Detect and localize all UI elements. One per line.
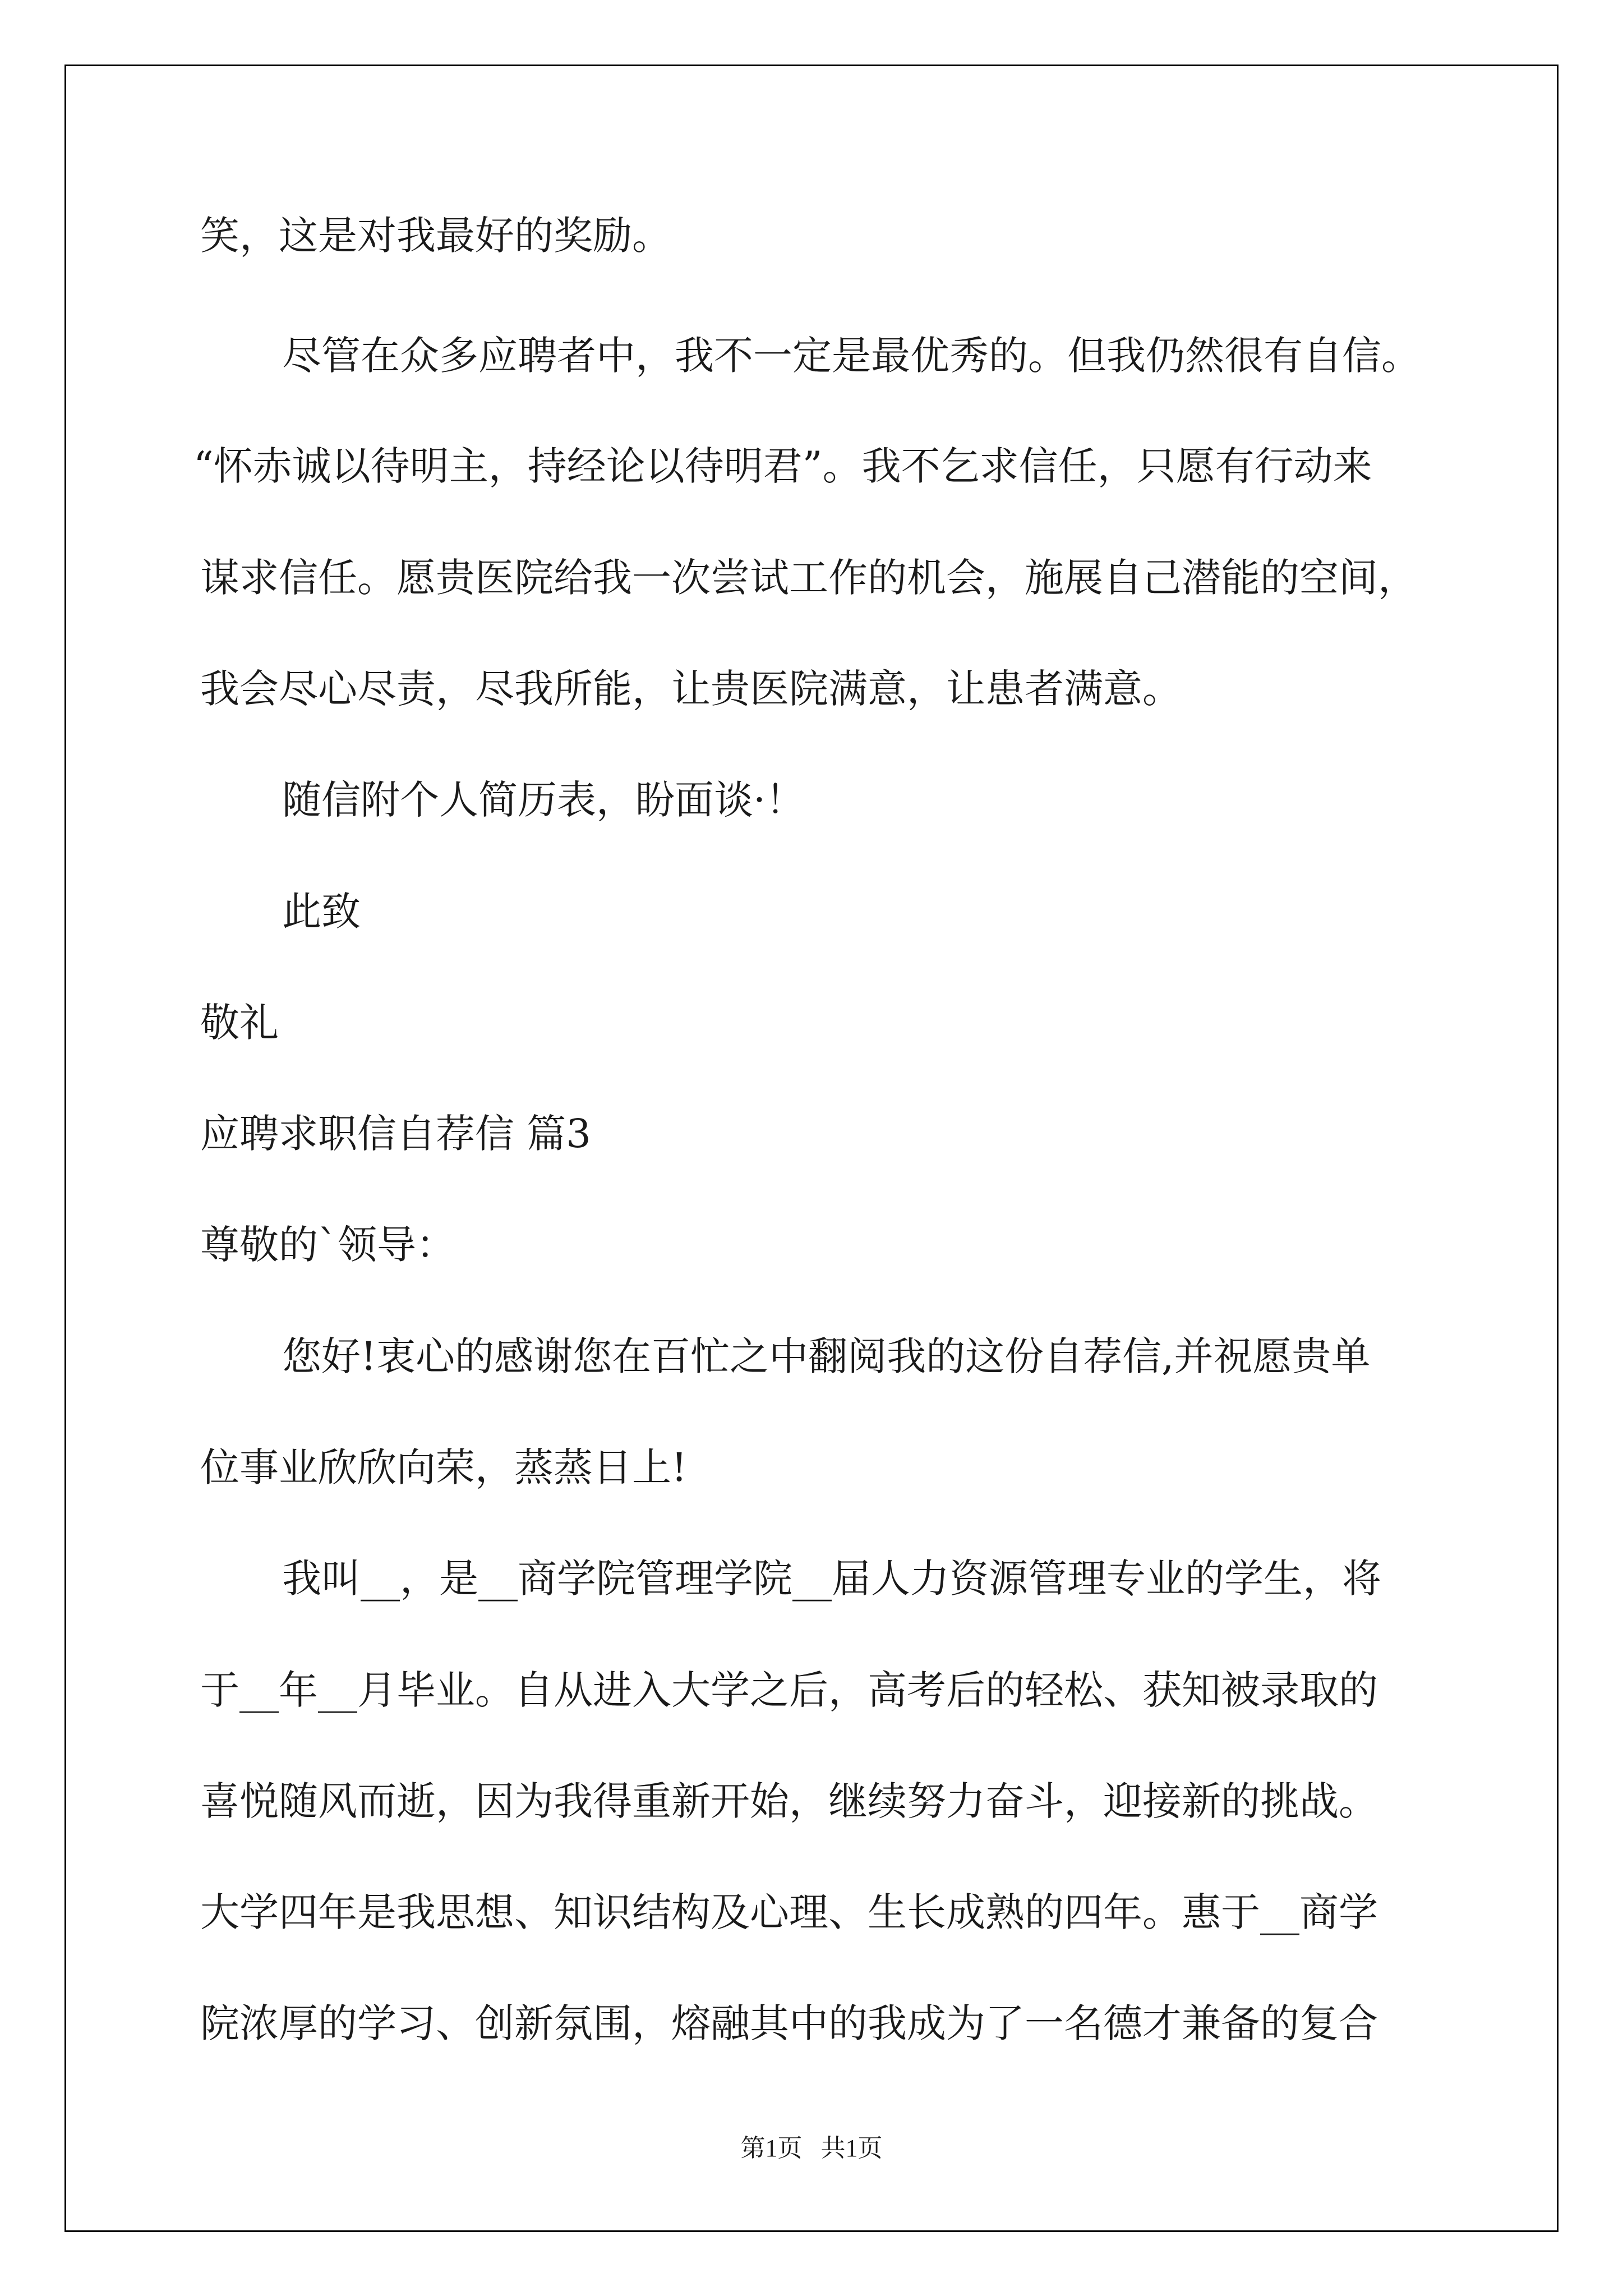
text-line-8: 敬礼 [200, 1000, 279, 1046]
page-number-footer: 第1页 共1页 [740, 2134, 883, 2162]
text-line-3: “怀赤诚以待明主，持经论以待明君”。我不乞求信任，只愿有行动来 [193, 443, 1372, 489]
text-line-14: 于__年__月毕业。自从进入大学之后，高考后的轻松、获知被录取的 [200, 1667, 1378, 1713]
text-line-4: 谋求信任。愿贵医院给我一次尝试工作的机会，施展自己潜能的空间， [200, 555, 1417, 601]
text-line-12: 位事业欣欣向荣，蒸蒸日上! [200, 1444, 688, 1490]
text-line-7: 此致 [282, 889, 361, 935]
text-line-17: 院浓厚的学习、创新氛围，熔融其中的我成为了一名德才兼备的复合 [200, 2000, 1378, 2046]
salutation: 尊敬的`领导： [200, 1222, 455, 1268]
text-line-11: 您好!衷心的感谢您在百忙之中翻阅我的这份自荐信,并祝愿贵单 [282, 1333, 1371, 1379]
text-line-5: 我会尽心尽责，尽我所能，让贵医院满意，让患者满意。 [200, 666, 1182, 712]
text-line-1: 笑，这是对我最好的奖励。 [200, 213, 671, 259]
text-line-16: 大学四年是我思想、知识结构及心理、生长成熟的四年。惠于__商学 [200, 1889, 1378, 1935]
text-line-15: 喜悦随风而逝，因为我得重新开始，继续努力奋斗，迎接新的挑战。 [200, 1778, 1378, 1824]
text-line-13: 我叫__，是__商学院管理学院__届人力资源管理专业的学生，将 [282, 1556, 1381, 1602]
text-line-6: 随信附个人简历表，盼面谈·！ [282, 777, 805, 823]
text-line-2: 尽管在众多应聘者中，我不一定是最优秀的。但我仍然很有自信。 [282, 333, 1421, 379]
section-heading: 应聘求职信自荐信 篇3 [200, 1111, 591, 1157]
